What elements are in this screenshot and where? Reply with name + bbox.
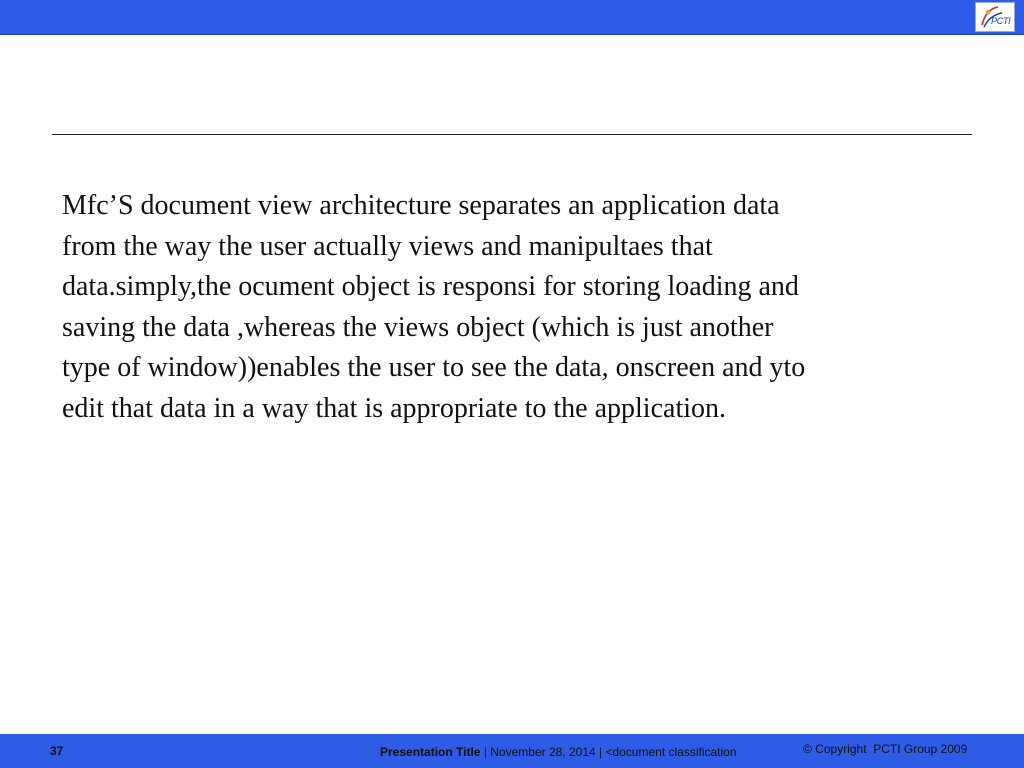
logo-text: PCTI: [991, 16, 1011, 26]
header-bar: [0, 0, 1024, 35]
copyright-notice: © Copyright PCTI Group 2009: [803, 742, 968, 756]
slide-body-text: Mfc’S document view architecture separates an application data from the way the user actually views and manipultaes that data.simply,the ocument object is responsi for storing loading and saving the data ,whereas the views object (which is just another type of window))enables the user to see the data, onscreen and yto edit that data in a way that is appropriate to the application.: [62, 190, 806, 424]
title-divider: [52, 134, 972, 135]
footer-date-classification: | November 28, 2014 | <document classification: [480, 745, 737, 759]
presentation-title: Presentation Title: [380, 745, 481, 759]
company-logo: [975, 2, 1015, 32]
slide-number: 37: [50, 744, 64, 758]
footer-presentation-info: [380, 744, 740, 768]
